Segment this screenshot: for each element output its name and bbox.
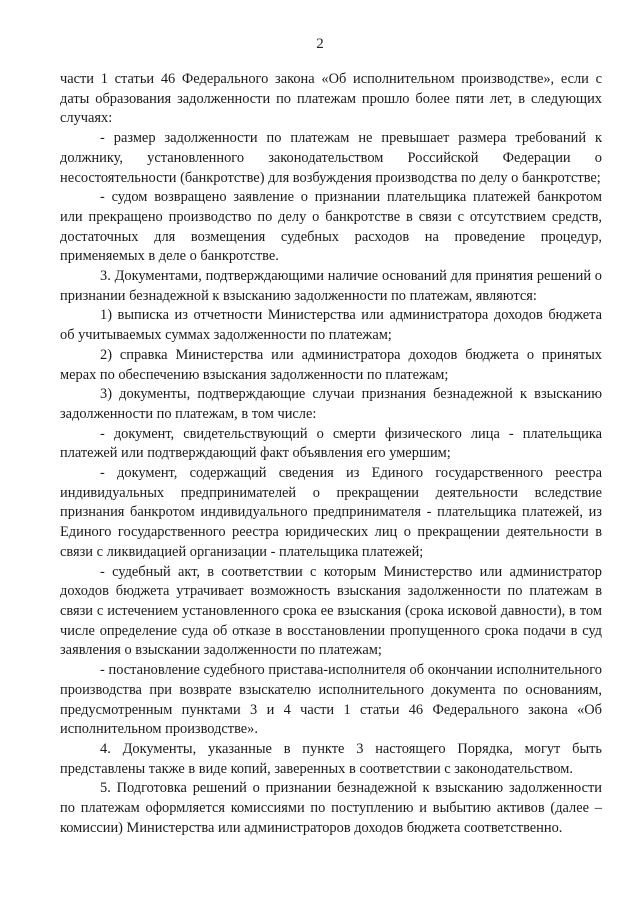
paragraph: 1) выписка из отчетности Министерства или администратора доходов бюджета об учитываемых суммах задолженности по платежам; — [60, 307, 602, 344]
paragraph: - постановление судебного пристава-исполнителя об окончании исполнительного производства при возврате взыскателю исполнительного документа по основаниям, предусмотренным пунктами 3 и 4 части 1 статьи 46 Федерального закона «Об исполнительном производстве». — [60, 662, 602, 738]
paragraph: 5. Подготовка решений о признании безнадежной к взысканию задолженности по платежам оформляется комиссиями по поступлению и выбытию активов (далее – комиссии) Министерства или администраторов доходов бюджета соответственно. — [60, 780, 602, 836]
paragraph: - судом возвращено заявление о признании плательщика платежей банкротом или прекращено производство по делу о банкротстве в связи с отсутствием средств, достаточных для возмещения судебных расходов на проведение процедур, применяемых в деле о банкротстве. — [60, 189, 602, 265]
paragraph: части 1 статьи 46 Федерального закона «Об исполнительном производстве», если с даты образования задолженности по платежам прошло более пяти лет, в следующих случаях: — [60, 71, 602, 127]
paragraph: 2) справка Министерства или администратора доходов бюджета о принятых мерах по обеспечению взыскания задолженности по платежам; — [60, 346, 602, 383]
paragraph: - размер задолженности по платежам не превышает размера требований к должнику, установленного законодательством Российской Федерации о несостоятельности (банкротстве) для возбуждения производства по делу о банкротстве; — [60, 130, 602, 186]
paragraph: - документ, свидетельствующий о смерти физического лица - плательщика платежей или подтверждающий факт объявления его умершим; — [60, 425, 602, 462]
paragraph: 4. Документы, указанные в пункте 3 настоящего Порядка, могут быть представлены также в виде копий, заверенных в соответствии с законодательством. — [60, 740, 602, 777]
page-number: 2 — [316, 36, 324, 52]
document-body — [60, 70, 602, 838]
paragraph: 3) документы, подтверждающие случаи признания безнадежной к взысканию задолженности по платежам, в том числе: — [60, 386, 602, 422]
paragraph: - судебный акт, в соответствии с которым Министерство или администратор доходов бюджета утрачивает возможность взыскания задолженности по платежам в связи с истечением установленного срока ее взыскания (срока исковой давности), в том числе определение суда об отказе в восстановлении пропущенного срока подачи в суд заявления о взыскании задолженности по платежам; — [60, 563, 602, 659]
paragraph: 3. Документами, подтверждающими наличие оснований для принятия решений о признании безнадежной к взысканию задолженности по платежам, являются: — [60, 268, 602, 304]
paragraph: - документ, содержащий сведения из Единого государственного реестра индивидуальных предпринимателей о прекращении деятельности вследствие признания банкротом индивидуального предпринимателя - плательщика платежей, из Единого государственного реестра юридических лиц о прекращении деятельности в связи с ликвидацией организации - плательщика платежей; — [60, 465, 602, 560]
